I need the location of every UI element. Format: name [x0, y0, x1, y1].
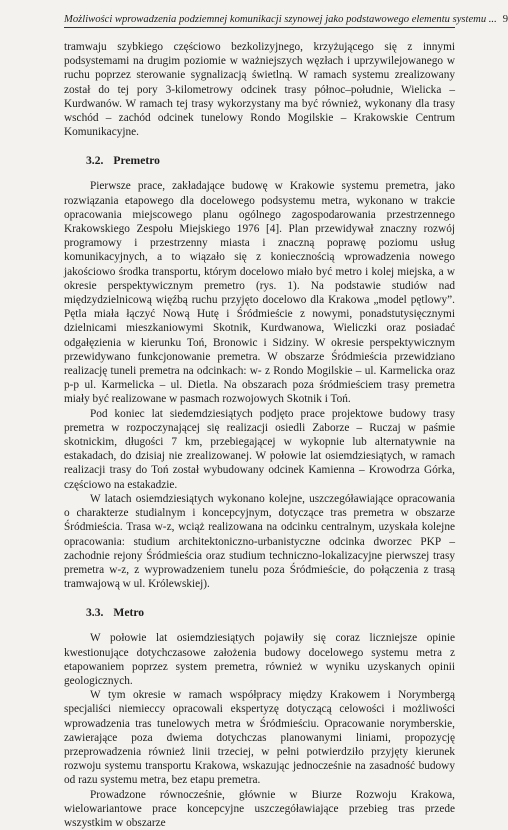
section-heading-metro — [86, 606, 455, 619]
paragraph: Pierwsze prace, zakładające budowę w Krakowie systemu premetra, jako rozwiązania etapowego dla docelowego podsystemu metra, wykonano w trakcie opracowania miejscowego planu ogólnego zagospodarowania przestrzennego Krakowskiego Zespołu Miejskiego 1976 [4]. Plan przewidywał znaczny rozwój programowy i przestrzenny miasta i znaczną poprawę poziomu usług komunikacyjnych, a to wiązało się z koniecznością wprowadzenia nowego jakościowo środka transportu, którym docelowo miało być metro i kolej miejska, a w okresie perspektywicznym premetro (rys. 1). Na podstawie studiów nad międzydzielnicową więźbą ruchu przyjęto docelowo dla Krakowa „model pętlowy”. Pętla miała łączyć Nową Hutę i Śródmieście z nowymi, ponadstutysięcznymi dzielnicami mieszkaniowymi Skotnik, Kurdwanowa, Wieliczki oraz posiadać odgałęzienia w kierunku Toń, Bronowic i Sidziny. W okresie perspektywicznym przewidywano funkcjonowanie premetra. W obszarze Śródmieścia przewidziano realizację tuneli premetra na odcinkach: w- z Rondo Mogilskie – ul. Karmelicka oraz p-p ul. Karmelicka – ul. Dietla. Na obszarach poza śródmieściem trasy premetra miały być realizowane w pasmach rozwojowych Skotnik i Toń. — [64, 180, 455, 406]
running-header — [64, 14, 508, 28]
intro-paragraph: tramwaju szybkiego częściowo bezkolizyjnego, krzyżującego się z innymi podsystemami na drugim poziomie w ważniejszych węzłach i uprzywilejowanego w ruchu poprzez sterowanie sygnalizacją świetlną. W ramach systemu zrealizowany został do tej pory 3-kilometrowy odcinek trasy północ–południe, Wielicka – Kurdwanów. W ramach tej trasy wykorzystany ma być również, wykonany dla trasy wschód – zachód odcinek tunelowy Rondo Mogilskie – Krakowskie Centrum Komunikacyjne. — [64, 41, 455, 139]
section-heading-premetro — [86, 154, 455, 167]
paragraph: Prowadzone równocześnie, głównie w Biurze Rozwoju Krakowa, wielowariantowe prace koncepcyjne uszczegóławiające przebieg tras przede wszystkim w obszarze — [64, 788, 455, 829]
section-number: 3.3. — [86, 606, 104, 620]
section-title: Premetro — [113, 154, 160, 168]
section-number: 3.2. — [86, 154, 104, 168]
paragraph: W tym okresie w ramach współpracy między Krakowem i Norymbergą specjaliści niemieccy opracowali ekspertyzę dotyczącą celowości i możliwości wprowadzenia tras tunelowych metra w Śródmieściu. Opracowanie norymberskie, zawierające poza dwiema dotychczas planowanymi liniami, propozycję przeprowadzenia również linii trzeciej, w pełni potwierdziło przyjęty kierunek rozwoju systemu transportu Krakowa, wskazując jednocześnie na zasadność budowy od razu systemu metra, bez etapu premetra. — [64, 689, 455, 787]
section-title: Metro — [113, 606, 145, 620]
page-number: 9 — [502, 14, 508, 25]
paragraph: W połowie lat osiemdziesiątych pojawiły się coraz liczniejsze opinie kwestionujące dotychczasowe założenia budowy docelowego systemu metra z etapowaniem poprzez system premetra, również w wyniku uzyskanych opinii geologicznych. — [64, 632, 455, 687]
running-title: Możliwości wprowadzenia podziemnej komunikacji szynowej jako podstawowego elementu systemu ... — [64, 14, 497, 25]
paragraph: Pod koniec lat siedemdziesiątych podjęto prace projektowe budowy trasy premetra w rozpoczynającej się realizacji osiedli Zaborze – Ruczaj w paśmie skotnickim, długości 7 km, przebiegającej w wykopnie lub alternatywnie na estakadach, do dzisiaj nie zrealizowanej. W połowie lat osiemdziesiątych, w ramach realizacji trasy do Toń został wybudowany odcinek Kamienna – Krowodrza Górka, częściowo na estakadzie. — [64, 407, 455, 491]
paragraph: W latach osiemdziesiątych wykonano kolejne, uszczegóławiające opracowania o charakterze studialnym i koncepcyjnym, dotyczące tras premetra w obszarze Śródmieścia. Trasa w-z, wciąż realizowana na odcinku centralnym, uzyskała kolejne opracowania: studium architektoniczno-urbanistyczne odcinka dworzec PKP – zachodnie rejony Śródmieścia oraz studium techniczno-lokalizacyjne pierwszej trasy premetra w-z, z wyprowadzeniem tunelu poza Śródmieście, do połączenia z trasą tramwajową w ul. Królewskiej). — [64, 492, 455, 591]
